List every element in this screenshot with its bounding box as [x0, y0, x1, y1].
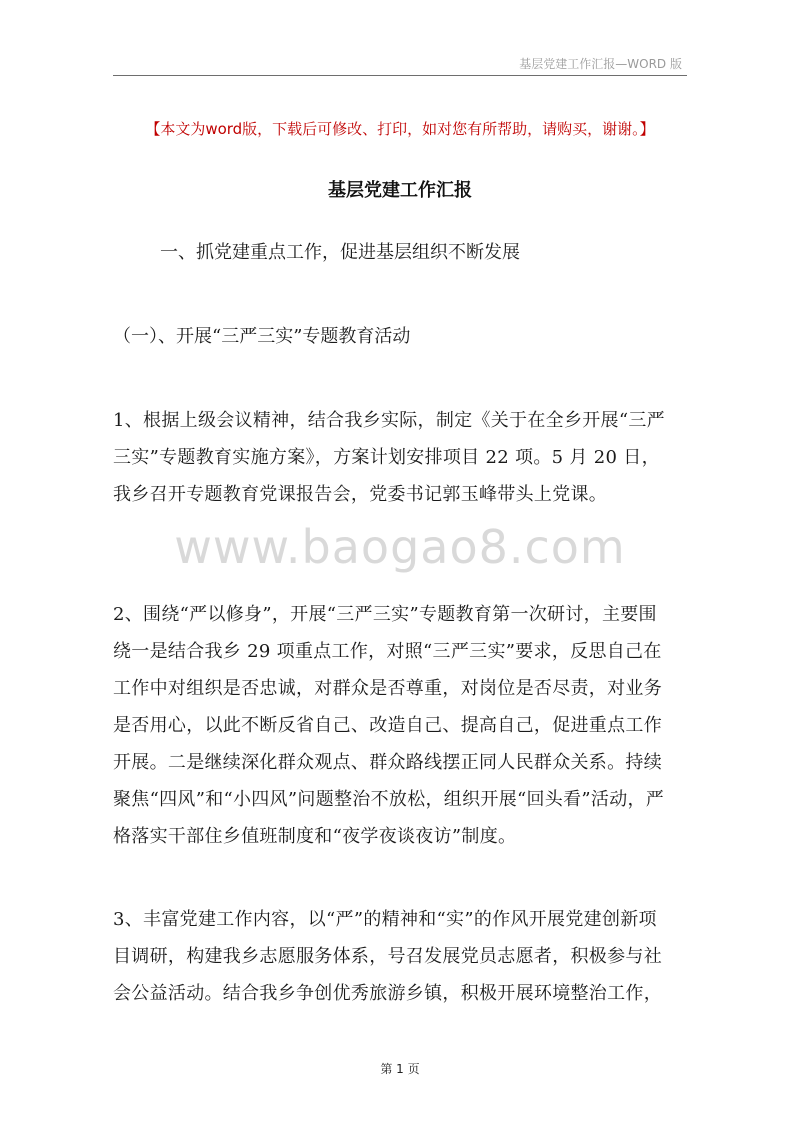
paragraph-line: 2、围绕“严以修身”，开展“三严三实”专题教育第一次研讨，主要围: [113, 604, 657, 625]
paragraph-line: 我乡召开专题教育党课报告会，党委书记郭玉峰带头上党课。: [113, 484, 608, 505]
paragraph-2: [113, 596, 691, 855]
paragraph-3: [113, 901, 691, 1012]
document-title: 基层党建工作汇报: [328, 180, 472, 201]
site-watermark: www.baogao8.com: [174, 520, 626, 574]
paragraph-line: 三实”专题教育实施方案》，方案计划安排项目 22 项。5 月 20 日，: [113, 447, 660, 468]
running-title: 基层党建工作汇报—WORD 版: [519, 57, 682, 71]
paragraph-line: 会公益活动。结合我乡争创优秀旅游乡镇，积极开展环境整治工作，: [113, 983, 662, 1004]
paragraph-line: 格落实干部住乡值班制度和“夜学夜谈夜访”制度。: [113, 826, 517, 847]
header-divider: [113, 75, 687, 76]
paragraph-line: 开展。二是继续深化群众观点、群众路线摆正同人民群众关系。持续: [113, 752, 662, 773]
paragraph-line: 目调研，构建我乡志愿服务体系，号召发展党员志愿者，积极参与社: [113, 946, 662, 967]
subsection-heading-1-1: （一）、开展“三严三实”专题教育活动: [113, 326, 411, 347]
paragraph-line: 聚焦“四风”和“小四风”问题整治不放松，组织开展“回头看”活动，严: [113, 789, 665, 810]
paragraph-line: 是否用心，以此不断反省自己、改造自己、提高自己，促进重点工作: [113, 715, 662, 736]
paragraph-line: 绕一是结合我乡 29 项重点工作，对照“三严三实”要求，反思自己在: [113, 641, 662, 662]
paragraph-line: 工作中对组织是否忠诚，对群众是否尊重，对岗位是否尽责，对业务: [113, 678, 662, 699]
paragraph-1: [113, 402, 691, 513]
page-number: 第 1 页: [380, 1062, 420, 1076]
paragraph-line: 1、根据上级会议精神，结合我乡实际，制定《关于在全乡开展“三严: [113, 410, 665, 431]
paragraph-line: 3、丰富党建工作内容，以“严”的精神和“实”的作风开展党建创新项: [113, 909, 657, 930]
purchase-notice: 【本文为word版，下载后可修改、打印，如对您有所帮助，请购买，谢谢。】: [145, 120, 655, 138]
section-heading-1: 一、抓党建重点工作，促进基层组织不断发展: [160, 242, 520, 263]
